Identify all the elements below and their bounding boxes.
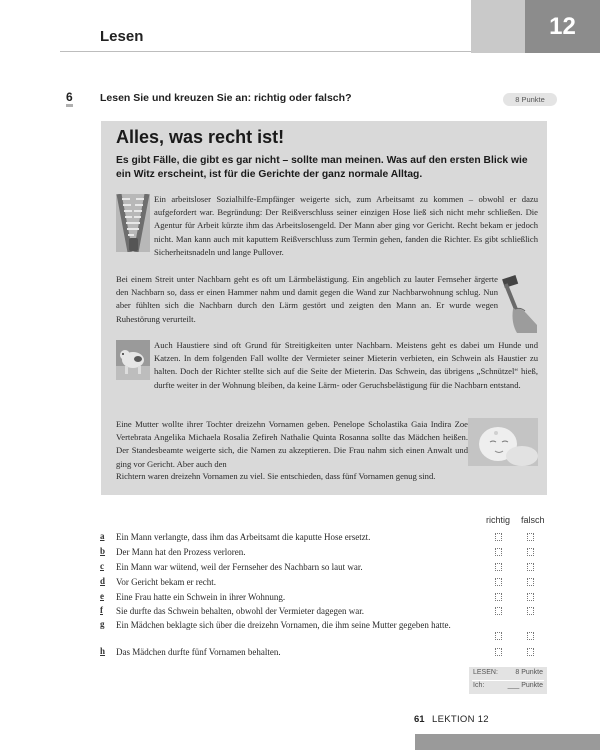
header-rule <box>60 51 472 52</box>
baby-image <box>468 418 538 466</box>
falsch-checkbox-d[interactable] <box>527 578 534 586</box>
exercise-instruction: Lesen Sie und kreuzen Sie an: richtig oder falsch? <box>100 92 352 104</box>
statement-h <box>100 646 560 661</box>
article-intro: Es gibt Fälle, die gibt es gar nicht – sollte man meinen. Was auf den ersten Blick wie ein Witz erscheint, ist für die Gerichte der ganz normale Alltag. <box>116 155 528 180</box>
score-lesen-label: LESEN: <box>473 669 498 676</box>
richtig-checkbox-b[interactable] <box>495 548 502 556</box>
statement-text: Vor Gericht bekam er recht. <box>116 577 217 587</box>
falsch-checkbox-a[interactable] <box>527 533 534 541</box>
statement-text: Eine Frau hatte ein Schwein in ihrer Wohnung. <box>116 592 286 602</box>
richtig-checkbox-f[interactable] <box>495 607 502 615</box>
article-paragraph-4: Eine Mutter wollte ihrer Tochter dreizehn Vornamen geben. Penelope Scholastika Gaia Indira Zoe Vertebrata Angelika Michaela Rosalia Zefireh Nathalie Quinta Rosanna sollte das Mädchen heißen. Der Standesbeamte weigerte sich, die Namen zu akzeptieren. Die Frau nahm sich einen Anwalt und ging vor Gericht. Aber auch den <box>116 419 468 469</box>
score-ich-value[interactable]: ___ Punkte <box>507 682 543 689</box>
page-number: 61 <box>414 714 425 725</box>
falsch-checkbox-c[interactable] <box>527 563 534 571</box>
article-paragraph-2: Bei einem Streit unter Nachbarn geht es oft um Lärmbelästigung. Ein angeblich zu lauter Fernseher ärgerte den Nachbarn so, dass er einen Hammer nahm und damit gegen die Wand zur Nachbarwohnung schlug. Nun aber fühlten sich die Nachbarn durch den Lärm gestört und zeigten den Mann an. Er wurde wegen Ruhestörung verurteilt. <box>116 274 498 324</box>
statement-a <box>100 531 560 546</box>
score-ich-label: Ich: <box>473 682 485 689</box>
score-box <box>469 667 547 694</box>
statement-text: Das Mädchen durfte fünf Vornamen behalten. <box>116 647 281 657</box>
statement-letter: b <box>100 546 106 556</box>
statement-text: Ein Mädchen beklagte sich über die dreizehn Vornamen, die ihm seine Mutter gegeben hatte. <box>116 620 451 630</box>
richtig-checkbox-c[interactable] <box>495 563 502 571</box>
richtig-checkbox-d[interactable] <box>495 578 502 586</box>
chapter-number-box: 12 <box>525 0 600 53</box>
score-divider <box>472 680 544 681</box>
statement-text: Sie durfte das Schwein behalten, obwohl der Vermieter dagegen war. <box>116 606 365 616</box>
article-paragraph-5: Richtern waren dreizehn Vornamen zu viel. Sie entschieden, dass fünf Vornamen genug sind. <box>116 471 436 481</box>
pig-image <box>116 340 150 380</box>
header-tab <box>471 0 525 53</box>
richtig-checkbox-h[interactable] <box>495 648 502 656</box>
score-lesen-value: 8 Punkte <box>515 669 543 676</box>
richtig-checkbox-e[interactable] <box>495 593 502 601</box>
statement-text: Der Mann hat den Prozess verloren. <box>116 547 246 557</box>
header-title: Lesen <box>100 28 144 45</box>
statement-f <box>100 605 560 620</box>
statement-c <box>100 561 560 576</box>
falsch-checkbox-f[interactable] <box>527 607 534 615</box>
article-paragraph-3: Auch Haustiere sind oft Grund für Streitigkeiten unter Nachbarn. Meistens geht es dabei um Hunde und Katzen. In dem folgenden Fall wollte der Vermieter seiner Mieterin verbieten, ein Schwein als Haustier zu halten. Doch der Richter stellte sich auf die Seite der Mieterin. Das Schwein, das übrigens „Schnützel“ hieß, durfte weiter in der Wohnung bleiben, da keine Lärm- oder Geruchsbelästigung für die Nachbarn entstand. <box>154 340 538 390</box>
column-header-falsch: falsch <box>521 515 545 525</box>
statement-text: Ein Mann verlangte, dass ihm das Arbeitsamt die kaputte Hose ersetzt. <box>116 532 371 542</box>
falsch-checkbox-e[interactable] <box>527 593 534 601</box>
exercise-number: 6 <box>66 91 73 107</box>
statement-e <box>100 591 560 606</box>
statement-b <box>100 546 560 561</box>
lektion-label: LEKTION 12 <box>432 714 489 725</box>
statement-letter: d <box>100 576 106 586</box>
statement-g <box>100 619 560 645</box>
statement-letter: a <box>100 531 105 541</box>
statement-text: Ein Mann war wütend, weil der Fernseher des Nachbarn so laut war. <box>116 562 363 572</box>
footer-bar <box>415 734 600 750</box>
article-title: Alles, was recht ist! <box>116 127 285 147</box>
falsch-checkbox-g[interactable] <box>527 632 534 640</box>
column-header-richtig: richtig <box>486 515 511 525</box>
statement-letter: e <box>100 591 104 601</box>
falsch-checkbox-h[interactable] <box>527 648 534 656</box>
statement-letter: g <box>100 619 105 629</box>
statement-letter: f <box>100 605 103 615</box>
article-paragraph-1: Ein arbeitsloser Sozialhilfe-Empfänger weigerte sich, zum Arbeitsamt zu kommen – obwohl er dazu aufgefordert war. Begründung: Der Reißverschluss seiner einzigen Hose ließ sich nicht mehr schließen. Die Agentur für Arbeit kürzte ihm das Arbeitslosengeld. Der Mann aber ging vor Gericht. Recht bekam er jedoch nicht. Man kann auch mit kaputtem Reißverschluss zum Termin gehen, fanden die Richter. Es gibt schließlich Sicherheitsnadeln und lange Pullover. <box>154 194 538 257</box>
richtig-checkbox-a[interactable] <box>495 533 502 541</box>
statement-letter: c <box>100 561 104 571</box>
statement-d <box>100 576 560 591</box>
richtig-checkbox-g[interactable] <box>495 632 502 640</box>
points-badge: 8 Punkte <box>503 93 557 106</box>
falsch-checkbox-b[interactable] <box>527 548 534 556</box>
hammer-image <box>499 273 539 333</box>
statement-letter: h <box>100 646 106 656</box>
zipper-image <box>116 194 150 252</box>
